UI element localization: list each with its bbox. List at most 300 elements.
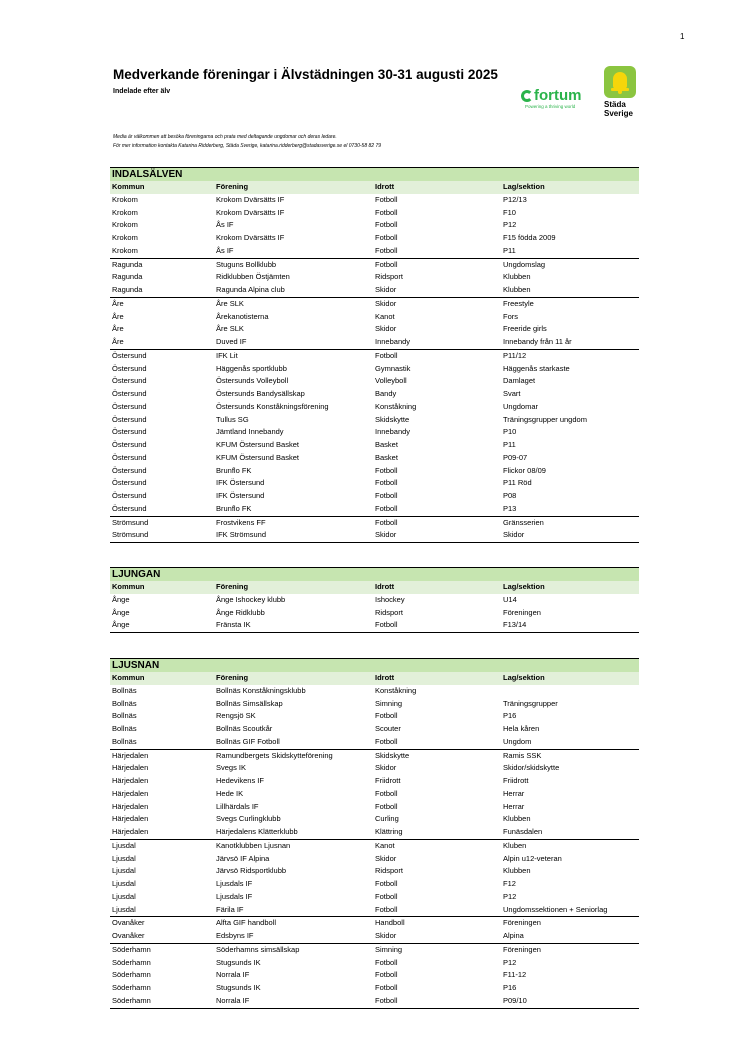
lag-cell: F12 xyxy=(503,879,516,888)
forening-cell: Bollnäs GIF Fotboll xyxy=(216,736,280,746)
idrott-cell: Fotboll xyxy=(375,879,398,888)
lag-cell: Ramis SSK xyxy=(503,750,542,760)
table-row xyxy=(110,762,639,775)
contact-info-line: För mer information kontakta Katarina Ridderberg, Städa Sverige, katarina.ridderberg@stadasverige.se el 0730-58 82 79 xyxy=(113,143,382,149)
forening-cell: Östersunds Volleyboll xyxy=(216,376,289,386)
table-row xyxy=(110,297,639,311)
forening-cell: Krokom Dvärsätts IF xyxy=(216,233,285,242)
lag-cell: Ungdomslag xyxy=(503,259,546,269)
lag-cell: Damlaget xyxy=(503,376,536,386)
idrott-cell: Basket xyxy=(375,452,398,462)
forening-cell: Åre SLK xyxy=(216,324,244,334)
idrott-cell: Volleyboll xyxy=(375,376,407,386)
lag-cell: Fors xyxy=(503,311,518,321)
idrott-cell: Skidor xyxy=(375,763,397,773)
column-header: Lag/sektion xyxy=(503,182,545,191)
idrott-cell: Ishockey xyxy=(375,594,405,604)
table-row xyxy=(110,245,639,258)
forening-cell: Järvsö Ridsportklubb xyxy=(216,866,287,876)
region-table xyxy=(110,567,639,633)
table-row xyxy=(110,775,639,788)
forening-cell: Ljusdals IF xyxy=(216,891,253,901)
idrott-cell: Simning xyxy=(375,698,403,708)
forening-cell: Svegs IK xyxy=(216,763,247,773)
lag-cell: P10 xyxy=(503,427,517,437)
fortum-c-icon xyxy=(521,90,533,102)
table-row xyxy=(110,594,639,607)
idrott-cell: Simning xyxy=(375,944,403,954)
table-row xyxy=(110,439,639,452)
kommun-cell: Bollnäs xyxy=(112,724,137,733)
lag-cell: Skidor/skidskytte xyxy=(503,763,560,773)
forening-cell: Hedevikens IF xyxy=(216,776,264,785)
idrott-cell: Fotboll xyxy=(375,736,398,746)
forening-cell: Hede IK xyxy=(216,788,244,798)
column-header: Idrott xyxy=(375,182,395,191)
idrott-cell: Konståkning xyxy=(375,401,417,411)
forening-cell: Norrala IF xyxy=(216,970,250,980)
lag-cell: Klubben xyxy=(503,866,531,876)
column-header: Kommun xyxy=(112,182,145,191)
lag-cell: F10 xyxy=(503,207,516,217)
kommun-cell: Åre xyxy=(112,324,124,334)
forening-cell: Stugsunds IK xyxy=(216,983,261,992)
table-row xyxy=(110,801,639,814)
idrott-cell: Fotboll xyxy=(375,801,398,811)
lag-cell: Freestyle xyxy=(503,298,534,308)
idrott-cell: Fotboll xyxy=(375,478,398,488)
idrott-cell: Skidskytte xyxy=(375,414,410,424)
forening-cell: IFK Strömsund xyxy=(216,530,267,540)
lag-cell: Herrar xyxy=(503,801,525,811)
column-header: Lag/sektion xyxy=(503,582,545,591)
table-row xyxy=(110,995,639,1008)
table-row xyxy=(110,957,639,970)
idrott-cell: Skidskytte xyxy=(375,750,410,760)
lag-cell: Föreningen xyxy=(503,918,541,928)
lag-cell: P16 xyxy=(503,983,517,992)
kommun-cell: Östersund xyxy=(112,350,147,360)
kommun-cell: Krokom xyxy=(112,233,138,242)
forening-cell: IFK Östersund xyxy=(216,478,265,488)
kommun-cell: Åre xyxy=(112,298,124,308)
table-row xyxy=(110,503,639,516)
idrott-cell: Innebandy xyxy=(375,337,411,346)
media-info-line: Media är välkommen att besöka föreningarna och prata med deltagande ungdomar och deras ledare. xyxy=(113,134,337,140)
kommun-cell: Härjedalen xyxy=(112,776,149,785)
kommun-cell: Östersund xyxy=(112,452,147,462)
lag-cell: P12 xyxy=(503,957,517,967)
forening-cell: Stugsunds IK xyxy=(216,957,261,967)
forening-cell: Åre SLK xyxy=(216,298,244,308)
table-row xyxy=(110,749,639,763)
lag-cell: P12/13 xyxy=(503,194,527,204)
table-row xyxy=(110,619,639,632)
forening-cell: Ånge Ridklubb xyxy=(216,607,265,617)
lag-cell: P11 xyxy=(503,245,516,255)
document-title: Medverkande föreningar i Älvstädningen 30-31 augusti 2025 xyxy=(113,67,498,82)
kommun-cell: Ovanåker xyxy=(112,918,145,928)
kommun-cell: Härjedalen xyxy=(112,801,149,811)
lag-cell: Skidor xyxy=(503,530,525,540)
idrott-cell: Fotboll xyxy=(375,957,398,967)
kommun-cell: Bollnäs xyxy=(112,711,137,721)
idrott-cell: Skidor xyxy=(375,298,397,308)
kommun-cell: Östersund xyxy=(112,491,147,500)
kommun-cell: Östersund xyxy=(112,414,147,424)
lag-cell: Träningsgrupper xyxy=(503,698,558,708)
idrott-cell: Innebandy xyxy=(375,427,411,437)
table-row xyxy=(110,736,639,749)
table-row xyxy=(110,904,639,917)
lag-cell: P08 xyxy=(503,491,517,500)
lag-cell: U14 xyxy=(503,594,517,604)
idrott-cell: Skidor xyxy=(375,530,397,540)
kommun-cell: Söderhamn xyxy=(112,957,151,967)
region-table xyxy=(110,658,639,1009)
table-row xyxy=(110,839,639,853)
forening-cell: Lillhärdals IF xyxy=(216,801,259,811)
forening-cell: Bollnäs Konståkningsklubb xyxy=(216,685,306,695)
forening-cell: Kanotklubben Ljusnan xyxy=(216,840,291,850)
idrott-cell: Friidrott xyxy=(375,776,401,785)
forening-cell: Ragunda Alpina club xyxy=(216,285,285,294)
lag-cell: Flickor 08/09 xyxy=(503,465,546,475)
table-row xyxy=(110,607,639,620)
kommun-cell: Strömsund xyxy=(112,517,149,527)
forening-cell: Ås IF xyxy=(216,220,234,230)
kommun-cell: Härjedalen xyxy=(112,788,149,798)
kommun-cell: Åre xyxy=(112,311,124,321)
table-row xyxy=(110,878,639,891)
forening-cell: IFK Östersund xyxy=(216,491,265,500)
forening-cell: Stuguns Bollklubb xyxy=(216,259,277,269)
lag-cell: Ungdomar xyxy=(503,401,539,411)
lag-cell: Gränsserien xyxy=(503,517,544,527)
stada-sverige-logo xyxy=(604,66,638,118)
forening-cell: Ånge Ishockey klubb xyxy=(216,594,286,604)
idrott-cell: Skidor xyxy=(375,324,397,334)
table-row xyxy=(110,490,639,503)
table-row xyxy=(110,363,639,376)
lag-cell: F15 födda 2009 xyxy=(503,233,556,242)
kommun-cell: Krokom xyxy=(112,207,138,217)
region-header: LJUNGAN xyxy=(110,567,639,581)
forening-cell: Färila IF xyxy=(216,904,244,914)
forening-cell: Krokom Dvärsätts IF xyxy=(216,207,285,217)
kommun-cell: Östersund xyxy=(112,427,147,437)
lag-cell: Innebandy från 11 år xyxy=(503,337,572,346)
region-header: LJUSNAN xyxy=(110,658,639,672)
table-row xyxy=(110,891,639,904)
lag-cell: Klubben xyxy=(503,814,531,824)
table-row xyxy=(110,375,639,388)
lag-cell: Svart xyxy=(503,389,521,398)
idrott-cell: Fotboll xyxy=(375,891,398,901)
kommun-cell: Bollnäs xyxy=(112,736,137,746)
idrott-cell: Skidor xyxy=(375,853,397,863)
idrott-cell: Fotboll xyxy=(375,788,398,798)
lag-cell: P09-07 xyxy=(503,452,528,462)
lag-cell: Häggenås starkaste xyxy=(503,363,570,373)
kommun-cell: Ovanåker xyxy=(112,931,145,940)
fortum-tagline: Powering a thriving world xyxy=(525,104,576,109)
table-row xyxy=(110,853,639,866)
idrott-cell: Fotboll xyxy=(375,620,398,630)
table-row xyxy=(110,401,639,414)
lag-cell: Kluben xyxy=(503,840,527,850)
idrott-cell: Fotboll xyxy=(375,491,398,500)
column-header: Förening xyxy=(216,582,249,591)
lag-cell: P13 xyxy=(503,503,517,513)
idrott-cell: Kanot xyxy=(375,840,395,850)
table-row xyxy=(110,685,639,698)
kommun-cell: Strömsund xyxy=(112,530,149,540)
kommun-cell: Krokom xyxy=(112,194,138,204)
lag-cell: P11/12 xyxy=(503,350,527,360)
idrott-cell: Konståkning xyxy=(375,685,417,695)
column-header: Förening xyxy=(216,673,249,682)
kommun-cell: Östersund xyxy=(112,478,147,488)
lag-cell: Alpina xyxy=(503,931,524,940)
idrott-cell: Fotboll xyxy=(375,259,398,269)
table-row xyxy=(110,349,639,363)
lag-cell: Herrar xyxy=(503,788,525,798)
idrott-cell: Bandy xyxy=(375,389,397,398)
kommun-cell: Ljusdal xyxy=(112,840,136,850)
page-number: 1 xyxy=(680,32,685,41)
table-row xyxy=(110,219,639,232)
forening-cell: Årekanotisterna xyxy=(216,311,269,321)
idrott-cell: Fotboll xyxy=(375,503,398,513)
fortum-wordmark xyxy=(521,88,591,104)
kommun-cell: Ragunda xyxy=(112,285,143,294)
lag-cell: Freeride girls xyxy=(503,324,547,334)
stada-sverige-wordmark xyxy=(604,101,638,118)
forening-cell: Östersunds Bandysällskap xyxy=(216,389,305,398)
kommun-cell: Krokom xyxy=(112,220,138,230)
column-header: Kommun xyxy=(112,582,145,591)
forening-cell: Bollnäs Simsällskap xyxy=(216,698,283,708)
forening-cell: Ljusdals IF xyxy=(216,879,253,888)
lag-cell: Föreningen xyxy=(503,607,541,617)
table-row xyxy=(110,865,639,878)
document-subtitle: Indelade efter älv xyxy=(113,88,171,95)
table-row xyxy=(110,271,639,284)
kommun-cell: Härjedalen xyxy=(112,827,149,836)
kommun-cell: Ljusdal xyxy=(112,904,136,914)
idrott-cell: Klättring xyxy=(375,827,403,836)
column-header: Idrott xyxy=(375,582,395,591)
forening-cell: Norrala IF xyxy=(216,995,250,1005)
lag-cell: Klubben xyxy=(503,285,531,294)
kommun-cell: Ljusdal xyxy=(112,866,136,876)
kommun-cell: Ljusdal xyxy=(112,879,136,888)
idrott-cell: Skidor xyxy=(375,285,397,294)
idrott-cell: Ridsport xyxy=(375,272,403,282)
table-row xyxy=(110,826,639,839)
column-header: Förening xyxy=(216,182,249,191)
idrott-cell: Fotboll xyxy=(375,233,398,242)
table-row xyxy=(110,710,639,723)
idrott-cell: Fotboll xyxy=(375,995,398,1005)
kommun-cell: Ragunda xyxy=(112,259,143,269)
forening-cell: Fränsta IK xyxy=(216,620,251,630)
idrott-cell: Skidor xyxy=(375,931,397,940)
kommun-cell: Söderhamn xyxy=(112,983,151,992)
lag-cell: Ungdomssektionen + Seniorlag xyxy=(503,904,608,914)
lag-cell: P16 xyxy=(503,711,517,721)
lag-cell: P11 xyxy=(503,440,516,449)
region-table xyxy=(110,167,639,543)
lag-cell: Ungdom xyxy=(503,736,532,746)
kommun-cell: Östersund xyxy=(112,465,147,475)
kommun-cell: Östersund xyxy=(112,376,147,386)
lag-cell: Klubben xyxy=(503,272,531,282)
kommun-cell: Härjedalen xyxy=(112,814,149,824)
bell-icon xyxy=(604,66,636,98)
forening-cell: Söderhamns simsällskap xyxy=(216,944,300,954)
lag-cell: F11-12 xyxy=(503,970,527,980)
forening-cell: Alfta GIF handboll xyxy=(216,918,277,928)
stada-line-1: Städa xyxy=(604,100,626,109)
forening-cell: Ås IF xyxy=(216,245,234,255)
lag-cell: F13/14 xyxy=(503,620,527,630)
idrott-cell: Ridsport xyxy=(375,607,403,617)
kommun-cell: Ånge xyxy=(112,594,130,604)
forening-cell: Krokom Dvärsätts IF xyxy=(216,194,285,204)
lag-cell: Hela kåren xyxy=(503,724,540,733)
idrott-cell: Fotboll xyxy=(375,970,398,980)
lag-cell xyxy=(503,685,639,698)
forening-cell: Bollnäs Scoutkår xyxy=(216,724,273,733)
kommun-cell: Söderhamn xyxy=(112,970,151,980)
table-row xyxy=(110,930,639,943)
table-row xyxy=(110,311,639,324)
idrott-cell: Fotboll xyxy=(375,711,398,721)
lag-cell: Träningsgrupper ungdom xyxy=(503,414,587,424)
table-row xyxy=(110,788,639,801)
forening-cell: Järvsö IF Alpina xyxy=(216,853,270,863)
lag-cell: Friidrott xyxy=(503,776,529,785)
forening-cell: Edsbyns IF xyxy=(216,931,254,940)
table-row xyxy=(110,969,639,982)
kommun-cell: Östersund xyxy=(112,401,147,411)
kommun-cell: Krokom xyxy=(112,245,138,255)
column-header-row xyxy=(110,581,639,594)
column-header: Lag/sektion xyxy=(503,673,545,682)
forening-cell: KFUM Östersund Basket xyxy=(216,452,299,462)
idrott-cell: Fotboll xyxy=(375,207,398,217)
idrott-cell: Fotboll xyxy=(375,220,398,230)
lag-cell: P11 Röd xyxy=(503,478,532,488)
fortum-name: fortum xyxy=(534,87,582,104)
idrott-cell: Fotboll xyxy=(375,983,398,992)
idrott-cell: Fotboll xyxy=(375,517,398,527)
kommun-cell: Ljusdal xyxy=(112,853,136,863)
forening-cell: Svegs Curlingklubb xyxy=(216,814,281,824)
forening-cell: Härjedalens Klätterklubb xyxy=(216,827,298,836)
stada-line-2: Sverige xyxy=(604,108,633,118)
idrott-cell: Handboll xyxy=(375,918,405,928)
kommun-cell: Ljusdal xyxy=(112,891,136,901)
table-row xyxy=(110,452,639,465)
table-row xyxy=(110,465,639,478)
lag-cell: P09/10 xyxy=(503,995,527,1005)
table-row xyxy=(110,323,639,336)
forening-cell: Frostvikens FF xyxy=(216,517,266,527)
kommun-cell: Åre xyxy=(112,337,124,346)
lag-cell: Funäsdalen xyxy=(503,827,543,836)
kommun-cell: Ragunda xyxy=(112,272,143,282)
kommun-cell: Ånge xyxy=(112,607,130,617)
table-row xyxy=(110,232,639,245)
idrott-cell: Fotboll xyxy=(375,194,398,204)
idrott-cell: Ridsport xyxy=(375,866,403,876)
idrott-cell: Gymnastik xyxy=(375,363,411,373)
kommun-cell: Ånge xyxy=(112,620,130,630)
table-row xyxy=(110,516,639,530)
column-header-row xyxy=(110,181,639,194)
table-row xyxy=(110,982,639,995)
kommun-cell: Söderhamn xyxy=(112,995,151,1005)
kommun-cell: Härjedalen xyxy=(112,763,149,773)
idrott-cell: Basket xyxy=(375,440,398,449)
forening-cell: Jämtland Innebandy xyxy=(216,427,284,437)
forening-cell: Ridklubben Östjämten xyxy=(216,272,290,282)
forening-cell: Häggenås sportklubb xyxy=(216,363,287,373)
forening-cell: Duved IF xyxy=(216,337,247,346)
table-row xyxy=(110,207,639,220)
idrott-cell: Scouter xyxy=(375,724,401,733)
forening-cell: Brunflo FK xyxy=(216,503,252,513)
lag-cell: Föreningen xyxy=(503,944,541,954)
forening-cell: Ramundbergets Skidskytteförening xyxy=(216,750,333,760)
table-row xyxy=(110,414,639,427)
lag-cell: Alpin u12-veteran xyxy=(503,853,562,863)
region-header: INDALSÄLVEN xyxy=(110,167,639,181)
forening-cell: Brunflo FK xyxy=(216,465,252,475)
table-row xyxy=(110,916,639,930)
kommun-cell: Bollnäs xyxy=(112,698,137,708)
table-row xyxy=(110,426,639,439)
table-row xyxy=(110,813,639,826)
idrott-cell: Fotboll xyxy=(375,465,398,475)
kommun-cell: Bollnäs xyxy=(112,685,137,695)
table-row xyxy=(110,529,639,542)
idrott-cell: Kanot xyxy=(375,311,395,321)
kommun-cell: Östersund xyxy=(112,440,147,449)
forening-cell: IFK Lit xyxy=(216,350,238,360)
forening-cell: KFUM Östersund Basket xyxy=(216,440,299,449)
table-row xyxy=(110,477,639,490)
kommun-cell: Östersund xyxy=(112,389,147,398)
fortum-logo xyxy=(521,88,591,118)
kommun-cell: Östersund xyxy=(112,363,147,373)
lag-cell: P12 xyxy=(503,891,517,901)
table-row xyxy=(110,194,639,207)
column-header-row xyxy=(110,672,639,685)
forening-cell: Rengsjö SK xyxy=(216,711,256,721)
forening-cell: Östersunds Konståkningsförening xyxy=(216,401,329,411)
table-row xyxy=(110,284,639,297)
column-header: Kommun xyxy=(112,673,145,682)
table-row xyxy=(110,258,639,272)
kommun-cell: Härjedalen xyxy=(112,750,149,760)
kommun-cell: Östersund xyxy=(112,503,147,513)
idrott-cell: Fotboll xyxy=(375,245,398,255)
table-row xyxy=(110,336,639,349)
